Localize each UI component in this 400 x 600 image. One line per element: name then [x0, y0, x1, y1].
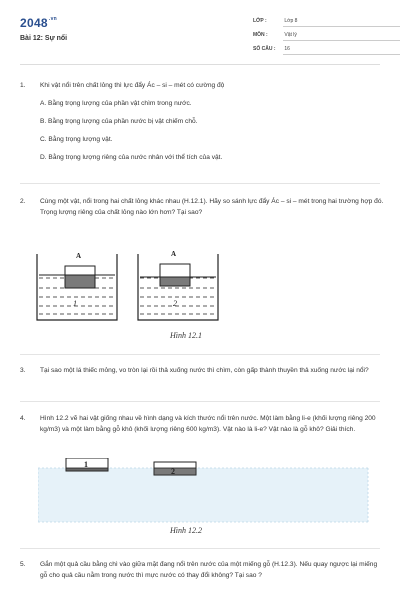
meta-class [253, 18, 297, 24]
label-a-left: A [76, 252, 82, 260]
beaker-right [138, 254, 218, 320]
option-a: A. Bằng trọng lượng của phần vật chìm trong nước. [40, 100, 192, 107]
site-logo[interactable] [20, 16, 57, 30]
question-number: 5. [20, 561, 26, 568]
page-header [0, 0, 400, 68]
question-text: Cùng một vật, nổi trong hai chất lỏng khác nhau (H.12.1). Hãy so sánh lực đẩy Ác – si – mét trong hai trường hợp đó. Trọng lượng riêng của chất lỏng nào lớn hơn? Tại sao? [40, 198, 384, 216]
beaker-left [37, 254, 117, 320]
block-label-2: 2 [171, 467, 175, 476]
meta-subject [253, 32, 297, 38]
meta-class-key: LỚP : [253, 18, 267, 24]
question-separator [20, 183, 380, 184]
label-1: 1 [73, 299, 77, 308]
figure-12-1 [35, 244, 225, 329]
question-3 [20, 365, 380, 376]
meta-line [283, 54, 400, 55]
question-text: Gắn một quả cầu bằng chì vào giữa mặt đang nổi trên nước của một miếng gỗ (H.12.3). Nếu quay ngược lại miếng gỗ cho quả cầu nằm trong nước thì mực nước có thay đổi không? Tại sao ? [40, 561, 378, 579]
logo-suffix: .vn [48, 16, 58, 22]
option-d: D. Bằng trọng lượng riêng của nước nhân với thể tích của vật. [40, 154, 223, 161]
meta-subject-value: Vật lý [284, 32, 297, 38]
question-1 [20, 80, 390, 163]
question-number: 4. [20, 415, 26, 422]
question-number: 2. [20, 198, 26, 205]
label-2: 2 [173, 299, 177, 308]
question-separator [20, 548, 380, 549]
meta-line [283, 26, 400, 27]
lesson-title: Bài 12: Sự nổi [20, 35, 68, 42]
meta-class-value: Lớp 8 [284, 18, 298, 24]
question-separator [20, 354, 380, 355]
meta-count-key: SỐ CÂU : [253, 46, 276, 52]
question-number: 1. [20, 82, 26, 89]
figure-12-2-caption: Hình 12.2 [170, 526, 202, 535]
label-a-right: A [171, 250, 177, 258]
option-b: B. Bằng trọng lượng của phần nước bị vật chiếm chỗ. [40, 118, 198, 125]
question-number: 3. [20, 367, 26, 374]
block-label-1: 1 [84, 460, 88, 469]
meta-count-value: 16 [284, 46, 290, 52]
meta-subject-key: MÔN : [253, 32, 268, 38]
water-area [38, 468, 368, 522]
logo-text: 2048 [20, 16, 48, 30]
meta-line [283, 40, 400, 41]
header-divider [20, 64, 380, 65]
option-c: C. Bằng trọng lượng vật. [40, 136, 113, 143]
question-2 [20, 196, 386, 218]
question-text: Tại sao một lá thiếc mỏng, vo tròn lại rồi thả xuống nước thì chìm, còn gấp thành thuyền thả xuống nước lại nổi? [40, 367, 369, 374]
figure-12-2 [38, 458, 370, 524]
block-2 [154, 462, 196, 475]
figure-12-1-caption: Hình 12.1 [170, 331, 202, 340]
question-text: Hình 12.2 vẽ hai vật giống nhau về hình dạng và kích thước nổi trên nước. Một làm bằng li-e (khối lượng riêng 200 kg/m3) và một làm bằng gỗ khô (khối lượng riêng 600 kg/m3). Vật nào là li-e? Vật nào là gỗ khô? Giải thích. [40, 415, 376, 433]
question-5 [20, 559, 386, 581]
question-4 [20, 413, 386, 435]
meta-count [253, 46, 290, 52]
question-separator [20, 401, 380, 402]
question-text: Khi vật nổi trên chất lỏng thì lực đẩy Ác – si – mét có cường độ [40, 82, 225, 89]
